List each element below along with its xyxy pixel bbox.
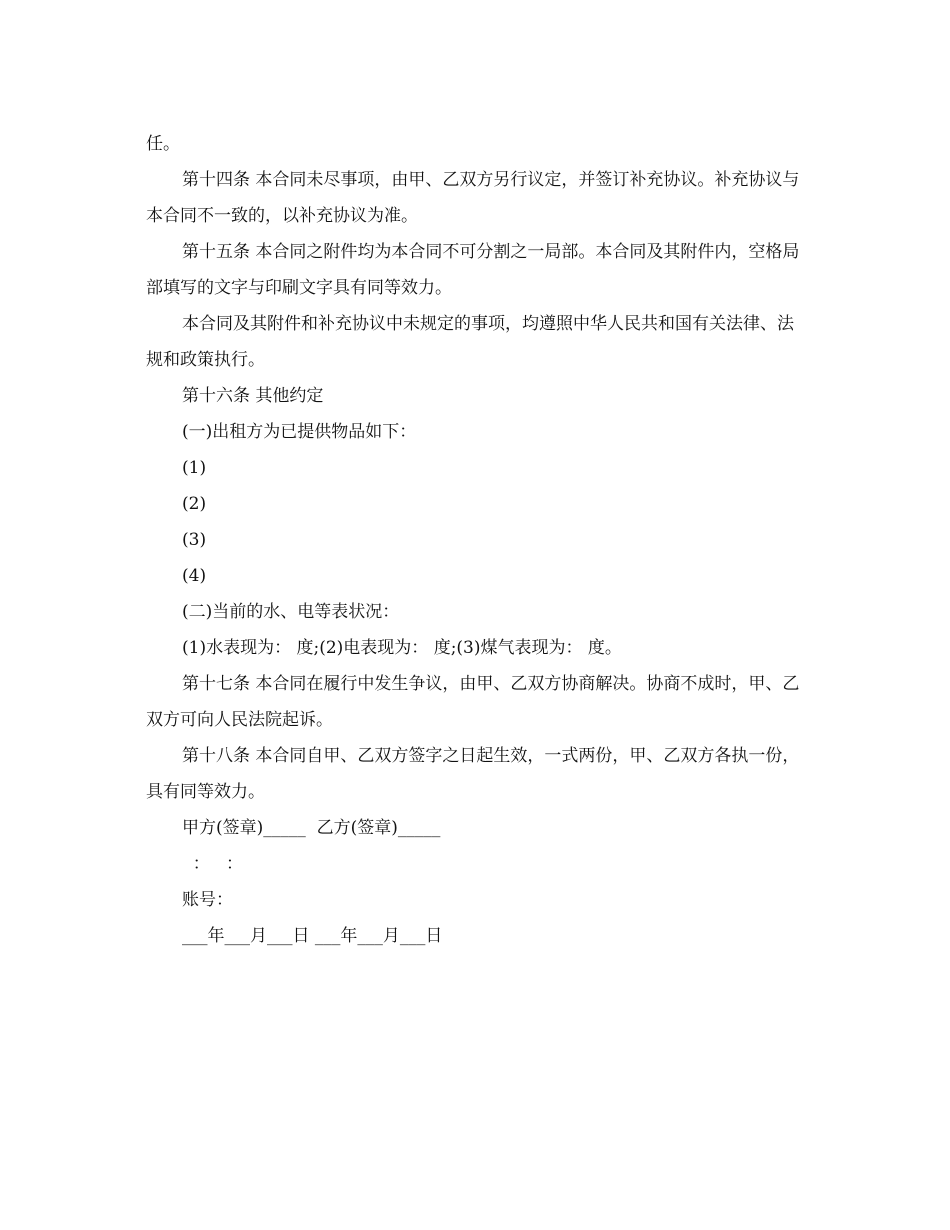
paragraph-article-17: 第十七条 本合同在履行中发生争议，由甲、乙双方协商解决。协商不成时，甲、乙双方可向人民法院起诉。 <box>146 674 800 730</box>
signature-line: 甲方(签章)_____ 乙方(签章)_____ <box>182 818 441 838</box>
paragraph-item-1: (一)出租方为已提供物品如下： <box>182 422 417 442</box>
paragraph-article-15: 第十五条 本合同之附件均为本合同不可分割之一局部。本合同及其附件内，空格局部填写的文字与印刷文字具有同等效力。 <box>146 242 800 298</box>
list-item-2: (2) <box>182 494 207 514</box>
paragraph-article-18: 第十八条 本合同自甲、乙双方签字之日起生效，一式两份，甲、乙双方各执一份，具有同等效力。 <box>146 746 800 802</box>
list-item-3: (3) <box>182 530 207 550</box>
paragraph-article-14: 第十四条 本合同未尽事项，由甲、乙双方另行议定，并签订补充协议。补充协议与本合同不一致的，以补充协议为准。 <box>146 170 800 226</box>
document-body <box>146 126 804 954</box>
paragraph-continuation: 任。 <box>146 134 180 154</box>
paragraph-law-clause: 本合同及其附件和补充协议中未规定的事项，均遵照中华人民共和国有关法律、法规和政策执行。 <box>146 314 794 370</box>
list-item-4: (4) <box>182 566 207 586</box>
colon-line: ： ： <box>182 854 244 874</box>
date-line: ___年___月___日 ___年___月___日 <box>182 926 443 946</box>
list-item-1: (1) <box>182 458 207 478</box>
paragraph-item-2: (二)当前的水、电等表状况： <box>182 602 400 622</box>
account-line: 账号： <box>182 890 233 910</box>
paragraph-article-16: 第十六条 其他约定 <box>182 386 324 406</box>
paragraph-meters: (1)水表现为： 度;(2)电表现为： 度;(3)煤气表现为： 度。 <box>182 638 622 658</box>
